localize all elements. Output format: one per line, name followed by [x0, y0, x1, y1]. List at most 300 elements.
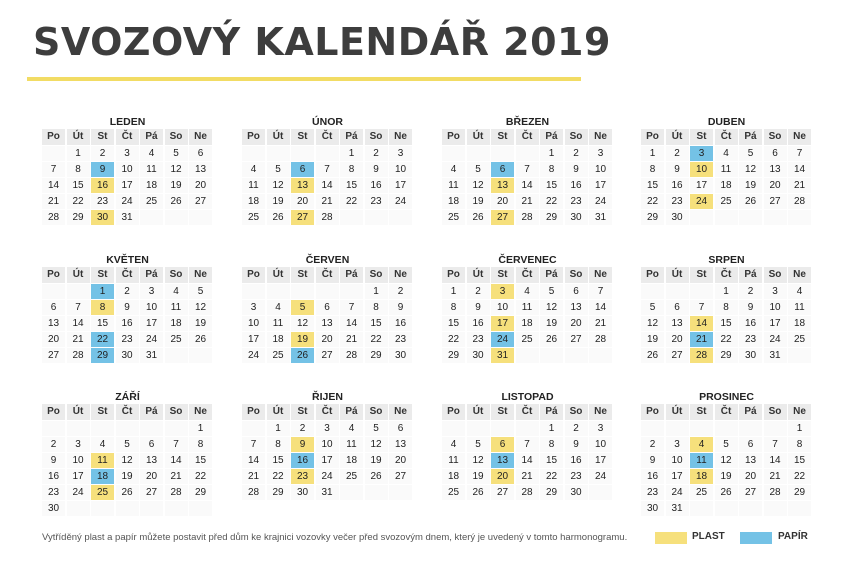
weekday-header: Út	[467, 129, 490, 145]
day-cell: 14	[67, 316, 90, 331]
weekday-header: Po	[42, 267, 65, 283]
day-cell: 25	[267, 348, 290, 363]
day-cell: 7	[788, 146, 811, 161]
day-cell: 20	[739, 469, 762, 484]
day-cell: 11	[267, 316, 290, 331]
weekday-header: Po	[442, 267, 465, 283]
day-cell: 13	[666, 316, 689, 331]
day-cell: 25	[242, 210, 265, 225]
day-cell: 28	[42, 210, 65, 225]
empty-day-cell	[116, 421, 139, 436]
month-květen	[42, 253, 213, 363]
day-cell: 1	[365, 284, 388, 299]
day-cell: 27	[491, 485, 514, 500]
day-cell: 25	[340, 469, 363, 484]
empty-day-cell	[764, 501, 787, 516]
weekday-header: Pá	[540, 404, 563, 420]
weekday-header: St	[291, 404, 314, 420]
day-cell: 5	[467, 437, 490, 452]
day-cell: 14	[316, 178, 339, 193]
empty-day-cell	[165, 210, 188, 225]
day-cell-papir: 16	[291, 453, 314, 468]
day-cell: 15	[365, 316, 388, 331]
weekday-header: Ne	[589, 129, 612, 145]
day-cell: 4	[788, 284, 811, 299]
day-cell: 21	[764, 469, 787, 484]
empty-day-cell	[739, 210, 762, 225]
day-cell: 18	[442, 194, 465, 209]
day-cell-plast: 23	[291, 469, 314, 484]
day-cell: 16	[739, 316, 762, 331]
empty-day-cell	[540, 348, 563, 363]
day-cell: 27	[389, 469, 412, 484]
day-cell-plast: 11	[91, 453, 114, 468]
day-cell: 25	[140, 194, 163, 209]
weekday-header: Čt	[116, 129, 139, 145]
day-cell: 15	[540, 178, 563, 193]
day-cell: 9	[739, 300, 762, 315]
day-cell: 3	[589, 146, 612, 161]
empty-day-cell	[189, 348, 212, 363]
day-cell: 27	[42, 348, 65, 363]
day-cell: 19	[739, 178, 762, 193]
month-name: ÚNOR	[312, 116, 343, 128]
day-cell: 23	[389, 332, 412, 347]
weekday-header: Pá	[340, 129, 363, 145]
day-cell: 10	[242, 316, 265, 331]
weekday-header: So	[565, 129, 588, 145]
empty-day-cell	[467, 421, 490, 436]
month-day-grid	[641, 404, 812, 516]
day-cell: 23	[365, 194, 388, 209]
day-cell: 2	[42, 437, 65, 452]
day-cell: 2	[565, 146, 588, 161]
day-cell: 12	[165, 162, 188, 177]
day-cell: 18	[715, 178, 738, 193]
empty-day-cell	[715, 210, 738, 225]
weekday-header: Pá	[140, 404, 163, 420]
day-cell: 5	[189, 284, 212, 299]
day-cell: 30	[739, 348, 762, 363]
weekday-header: Ne	[389, 129, 412, 145]
month-day-grid	[242, 404, 413, 500]
weekday-header: Čt	[316, 267, 339, 283]
day-cell: 27	[565, 332, 588, 347]
day-cell: 1	[540, 146, 563, 161]
day-cell: 19	[267, 194, 290, 209]
weekday-header: Ne	[788, 404, 811, 420]
day-cell: 24	[764, 332, 787, 347]
weekday-header: Čt	[116, 267, 139, 283]
weekday-header: Ne	[389, 404, 412, 420]
month-day-grid	[42, 267, 213, 363]
empty-day-cell	[316, 146, 339, 161]
weekday-header: Po	[442, 404, 465, 420]
weekday-header: Pá	[540, 129, 563, 145]
day-cell: 7	[516, 437, 539, 452]
day-cell: 17	[140, 316, 163, 331]
day-cell: 14	[340, 316, 363, 331]
month-name: PROSINEC	[699, 391, 754, 403]
day-cell: 5	[739, 146, 762, 161]
empty-day-cell	[316, 284, 339, 299]
month-name: LEDEN	[109, 116, 146, 128]
day-cell-plast: 10	[690, 162, 713, 177]
day-cell: 28	[316, 210, 339, 225]
day-cell: 19	[467, 469, 490, 484]
day-cell: 18	[242, 194, 265, 209]
month-day-grid	[242, 267, 413, 363]
month-name: SRPEN	[708, 254, 745, 266]
day-cell: 7	[165, 437, 188, 452]
month-name: ČERVEN	[305, 254, 350, 266]
weekday-header: Ne	[589, 404, 612, 420]
day-cell: 25	[442, 485, 465, 500]
month-duben	[641, 115, 812, 225]
weekday-header: Ne	[189, 404, 212, 420]
day-cell: 26	[365, 469, 388, 484]
empty-day-cell	[641, 284, 664, 299]
day-cell: 18	[788, 316, 811, 331]
day-cell: 13	[739, 453, 762, 468]
day-cell: 22	[540, 469, 563, 484]
day-cell: 14	[42, 178, 65, 193]
day-cell: 8	[267, 437, 290, 452]
day-cell: 23	[42, 485, 65, 500]
empty-day-cell	[666, 421, 689, 436]
weekday-header: St	[91, 129, 114, 145]
weekday-header: So	[764, 404, 787, 420]
day-cell: 30	[389, 348, 412, 363]
day-cell: 9	[666, 162, 689, 177]
day-cell-papir: 1	[91, 284, 114, 299]
day-cell: 24	[589, 469, 612, 484]
day-cell: 29	[267, 485, 290, 500]
day-cell: 18	[516, 316, 539, 331]
day-cell: 17	[242, 332, 265, 347]
month-day-grid	[442, 404, 613, 500]
empty-day-cell	[340, 284, 363, 299]
day-cell: 7	[316, 162, 339, 177]
empty-day-cell	[291, 146, 314, 161]
empty-day-cell	[165, 421, 188, 436]
empty-day-cell	[491, 421, 514, 436]
day-cell: 3	[389, 146, 412, 161]
day-cell: 5	[641, 300, 664, 315]
day-cell: 1	[641, 146, 664, 161]
empty-day-cell	[715, 501, 738, 516]
day-cell: 4	[242, 162, 265, 177]
day-cell: 9	[116, 300, 139, 315]
weekday-header: Čt	[715, 267, 738, 283]
weekday-header: Út	[666, 129, 689, 145]
empty-day-cell	[242, 284, 265, 299]
weekday-header: Pá	[540, 267, 563, 283]
empty-day-cell	[365, 485, 388, 500]
day-cell: 26	[715, 485, 738, 500]
day-cell: 4	[715, 146, 738, 161]
day-cell: 24	[666, 485, 689, 500]
day-cell-plast: 4	[690, 437, 713, 452]
weekday-header: Ne	[788, 267, 811, 283]
day-cell: 21	[165, 469, 188, 484]
month-day-grid	[42, 129, 213, 225]
day-cell: 1	[540, 421, 563, 436]
empty-day-cell	[442, 421, 465, 436]
weekday-header: Út	[666, 404, 689, 420]
day-cell: 16	[389, 316, 412, 331]
empty-day-cell	[666, 284, 689, 299]
weekday-header: St	[690, 267, 713, 283]
weekday-header: Pá	[739, 404, 762, 420]
day-cell-plast: 6	[491, 437, 514, 452]
weekday-header: So	[165, 129, 188, 145]
day-cell: 8	[540, 162, 563, 177]
day-cell: 11	[340, 437, 363, 452]
day-cell: 13	[764, 162, 787, 177]
empty-day-cell	[690, 501, 713, 516]
month-name: DUBEN	[707, 116, 746, 128]
day-cell: 13	[189, 162, 212, 177]
day-cell: 8	[641, 162, 664, 177]
weekday-header: Po	[442, 129, 465, 145]
weekday-header: So	[365, 129, 388, 145]
weekday-header: Út	[67, 267, 90, 283]
day-cell: 19	[467, 194, 490, 209]
empty-day-cell	[467, 146, 490, 161]
month-name: ČERVENEC	[498, 254, 557, 266]
day-cell: 14	[788, 162, 811, 177]
day-cell: 6	[565, 284, 588, 299]
day-cell: 29	[540, 485, 563, 500]
day-cell: 20	[666, 332, 689, 347]
day-cell: 21	[516, 469, 539, 484]
day-cell: 5	[540, 284, 563, 299]
day-cell-papir: 22	[91, 332, 114, 347]
day-cell: 22	[267, 469, 290, 484]
day-cell: 29	[365, 348, 388, 363]
day-cell: 3	[589, 421, 612, 436]
weekday-header: Pá	[340, 267, 363, 283]
day-cell: 30	[666, 210, 689, 225]
empty-day-cell	[267, 284, 290, 299]
day-cell: 22	[442, 332, 465, 347]
day-cell: 22	[365, 332, 388, 347]
day-cell-papir: 18	[91, 469, 114, 484]
day-cell: 8	[442, 300, 465, 315]
day-cell: 12	[467, 453, 490, 468]
day-cell-papir: 29	[91, 348, 114, 363]
day-cell: 4	[91, 437, 114, 452]
weekday-header: St	[491, 129, 514, 145]
day-cell: 18	[340, 453, 363, 468]
day-cell: 21	[42, 194, 65, 209]
day-cell: 1	[788, 421, 811, 436]
day-cell: 26	[116, 485, 139, 500]
day-cell: 29	[189, 485, 212, 500]
day-cell: 30	[565, 210, 588, 225]
day-cell: 26	[641, 348, 664, 363]
weekday-header: Út	[67, 404, 90, 420]
weekday-header: Čt	[715, 404, 738, 420]
day-cell: 25	[516, 332, 539, 347]
empty-day-cell	[589, 485, 612, 500]
day-cell-plast: 27	[491, 210, 514, 225]
weekday-header: Čt	[316, 404, 339, 420]
legend-label-plast: PLAST	[692, 531, 725, 542]
day-cell-plast: 28	[690, 348, 713, 363]
empty-day-cell	[788, 501, 811, 516]
day-cell: 14	[516, 453, 539, 468]
day-cell: 15	[189, 453, 212, 468]
weekday-header: Ne	[788, 129, 811, 145]
day-cell: 20	[316, 332, 339, 347]
day-cell: 7	[242, 437, 265, 452]
day-cell: 12	[267, 178, 290, 193]
day-cell-plast: 31	[491, 348, 514, 363]
day-cell: 10	[666, 453, 689, 468]
month-name: LISTOPAD	[501, 391, 554, 403]
day-cell: 29	[641, 210, 664, 225]
empty-day-cell	[690, 421, 713, 436]
day-cell: 30	[291, 485, 314, 500]
weekday-header: Po	[641, 129, 664, 145]
day-cell: 3	[242, 300, 265, 315]
empty-day-cell	[67, 421, 90, 436]
day-cell-plast: 18	[690, 469, 713, 484]
day-cell: 30	[641, 501, 664, 516]
month-name: ZÁŘÍ	[115, 391, 140, 403]
day-cell: 16	[467, 316, 490, 331]
day-cell: 18	[165, 316, 188, 331]
day-cell: 16	[565, 453, 588, 468]
day-cell: 12	[715, 453, 738, 468]
month-září	[42, 390, 213, 516]
day-cell: 31	[764, 348, 787, 363]
day-cell: 24	[316, 469, 339, 484]
day-cell: 24	[67, 485, 90, 500]
weekday-header: Ne	[389, 267, 412, 283]
month-listopad	[442, 390, 613, 500]
day-cell: 11	[242, 178, 265, 193]
month-day-grid	[442, 267, 613, 363]
legend-swatch-plast	[655, 532, 687, 544]
day-cell: 23	[467, 332, 490, 347]
day-cell: 14	[165, 453, 188, 468]
day-cell: 28	[67, 348, 90, 363]
day-cell: 2	[389, 284, 412, 299]
day-cell-papir: 26	[291, 348, 314, 363]
day-cell-plast: 30	[91, 210, 114, 225]
day-cell: 19	[715, 469, 738, 484]
weekday-header: Po	[42, 129, 65, 145]
day-cell-plast: 20	[491, 469, 514, 484]
day-cell: 3	[67, 437, 90, 452]
empty-day-cell	[242, 146, 265, 161]
day-cell: 10	[764, 300, 787, 315]
empty-day-cell	[140, 421, 163, 436]
day-cell: 17	[389, 178, 412, 193]
day-cell: 17	[589, 453, 612, 468]
day-cell-plast: 16	[91, 178, 114, 193]
day-cell: 12	[540, 300, 563, 315]
weekday-header: So	[365, 267, 388, 283]
day-cell-plast: 5	[291, 300, 314, 315]
weekday-header: St	[91, 404, 114, 420]
day-cell: 23	[116, 332, 139, 347]
day-cell: 20	[389, 453, 412, 468]
weekday-header: St	[491, 267, 514, 283]
weekday-header: St	[291, 267, 314, 283]
day-cell: 15	[540, 453, 563, 468]
day-cell: 20	[491, 194, 514, 209]
empty-day-cell	[140, 501, 163, 516]
day-cell: 29	[67, 210, 90, 225]
weekday-header: Po	[242, 267, 265, 283]
day-cell: 1	[340, 146, 363, 161]
weekday-header: Út	[267, 129, 290, 145]
day-cell: 24	[242, 348, 265, 363]
day-cell: 21	[516, 194, 539, 209]
day-cell-papir: 6	[491, 162, 514, 177]
day-cell: 16	[666, 178, 689, 193]
weekday-header: Út	[666, 267, 689, 283]
day-cell: 8	[189, 437, 212, 452]
day-cell: 10	[389, 162, 412, 177]
month-březen	[442, 115, 613, 225]
day-cell-plast: 24	[690, 194, 713, 209]
day-cell: 17	[589, 178, 612, 193]
day-cell: 25	[788, 332, 811, 347]
weekday-header: Čt	[116, 404, 139, 420]
day-cell: 21	[316, 194, 339, 209]
weekday-header: Po	[242, 129, 265, 145]
day-cell: 20	[764, 178, 787, 193]
day-cell: 10	[589, 162, 612, 177]
month-day-grid	[42, 404, 213, 516]
day-cell-plast: 13	[291, 178, 314, 193]
day-cell: 17	[67, 469, 90, 484]
day-cell-papir: 3	[690, 146, 713, 161]
day-cell: 19	[189, 316, 212, 331]
day-cell: 26	[540, 332, 563, 347]
weekday-header: So	[565, 267, 588, 283]
day-cell: 2	[467, 284, 490, 299]
empty-day-cell	[42, 284, 65, 299]
day-cell: 2	[641, 437, 664, 452]
day-cell: 6	[666, 300, 689, 315]
day-cell: 3	[140, 284, 163, 299]
day-cell-plast: 9	[291, 437, 314, 452]
empty-day-cell	[589, 348, 612, 363]
day-cell: 8	[715, 300, 738, 315]
day-cell: 17	[690, 178, 713, 193]
day-cell: 2	[116, 284, 139, 299]
day-cell: 27	[764, 194, 787, 209]
weekday-header: Po	[42, 404, 65, 420]
day-cell: 26	[267, 210, 290, 225]
day-cell: 27	[666, 348, 689, 363]
day-cell: 30	[565, 485, 588, 500]
weekday-header: Po	[641, 404, 664, 420]
day-cell: 15	[340, 178, 363, 193]
day-cell-plast: 14	[690, 316, 713, 331]
day-cell: 4	[267, 300, 290, 315]
day-cell: 4	[340, 421, 363, 436]
day-cell: 12	[739, 162, 762, 177]
day-cell: 15	[641, 178, 664, 193]
day-cell: 29	[540, 210, 563, 225]
